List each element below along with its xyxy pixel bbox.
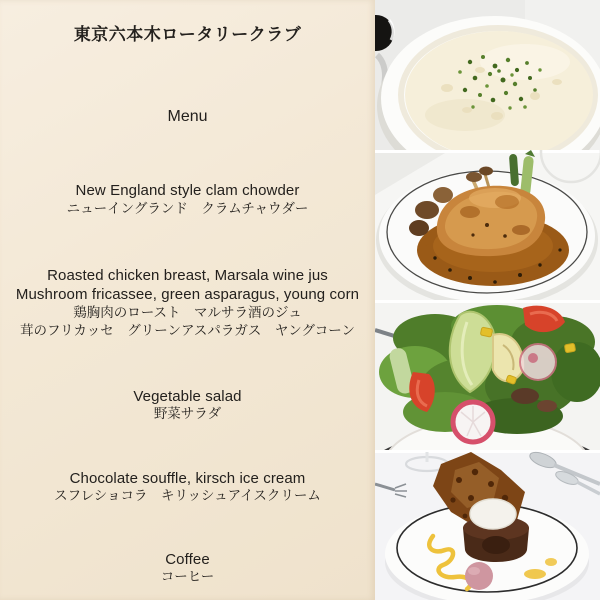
sauce-drop-small: [545, 558, 557, 566]
club-title: 東京六本木ロータリークラブ: [73, 25, 302, 44]
course-main-en-line2: Mushroom fricassee, green asparagus, young corn: [15, 286, 360, 303]
course-dessert-jp: スフレショコラ キリッシュアイスクリーム: [54, 488, 321, 503]
course-main-en-line1: Roasted chicken breast, Marsala wine jus: [47, 267, 328, 284]
course-salad-jp: 野菜サラダ: [153, 406, 222, 421]
sauce-drop: [524, 569, 546, 579]
course-coffee-en: Coffee: [165, 551, 210, 568]
clam-chowder-photo: [375, 0, 600, 150]
chocolate-souffle-photo: [375, 450, 600, 600]
clam-chowder-illustration: [375, 0, 600, 150]
course-dessert-en: Chocolate souffle, kirsch ice cream: [69, 470, 306, 487]
chocolate-souffle-illustration: [375, 450, 600, 600]
vegetable-salad-photo: [375, 300, 600, 450]
course-main-jp-line2: 茸のフリカッセ グリーンアスパラガス ヤングコーン: [20, 323, 355, 338]
vegetable-salad-illustration: [375, 300, 600, 450]
course-soup-jp: ニューイングランド クラムチャウダー: [66, 201, 309, 216]
kirsch-ice-cream: [470, 499, 516, 529]
menu-heading: Menu: [167, 108, 208, 125]
roasted-chicken-photo: [375, 150, 600, 300]
course-main-jp-line1: 鶏胸肉のロースト マルサラ酒のジュ: [73, 305, 302, 320]
food-photo-strip: [375, 0, 600, 600]
strawberry-sorbet: [465, 562, 493, 590]
course-soup-en: New England style clam chowder: [75, 182, 300, 199]
roasted-chicken-illustration: [375, 150, 600, 300]
course-salad-en: Vegetable salad: [133, 388, 242, 405]
course-coffee-jp: コーヒー: [160, 569, 215, 584]
